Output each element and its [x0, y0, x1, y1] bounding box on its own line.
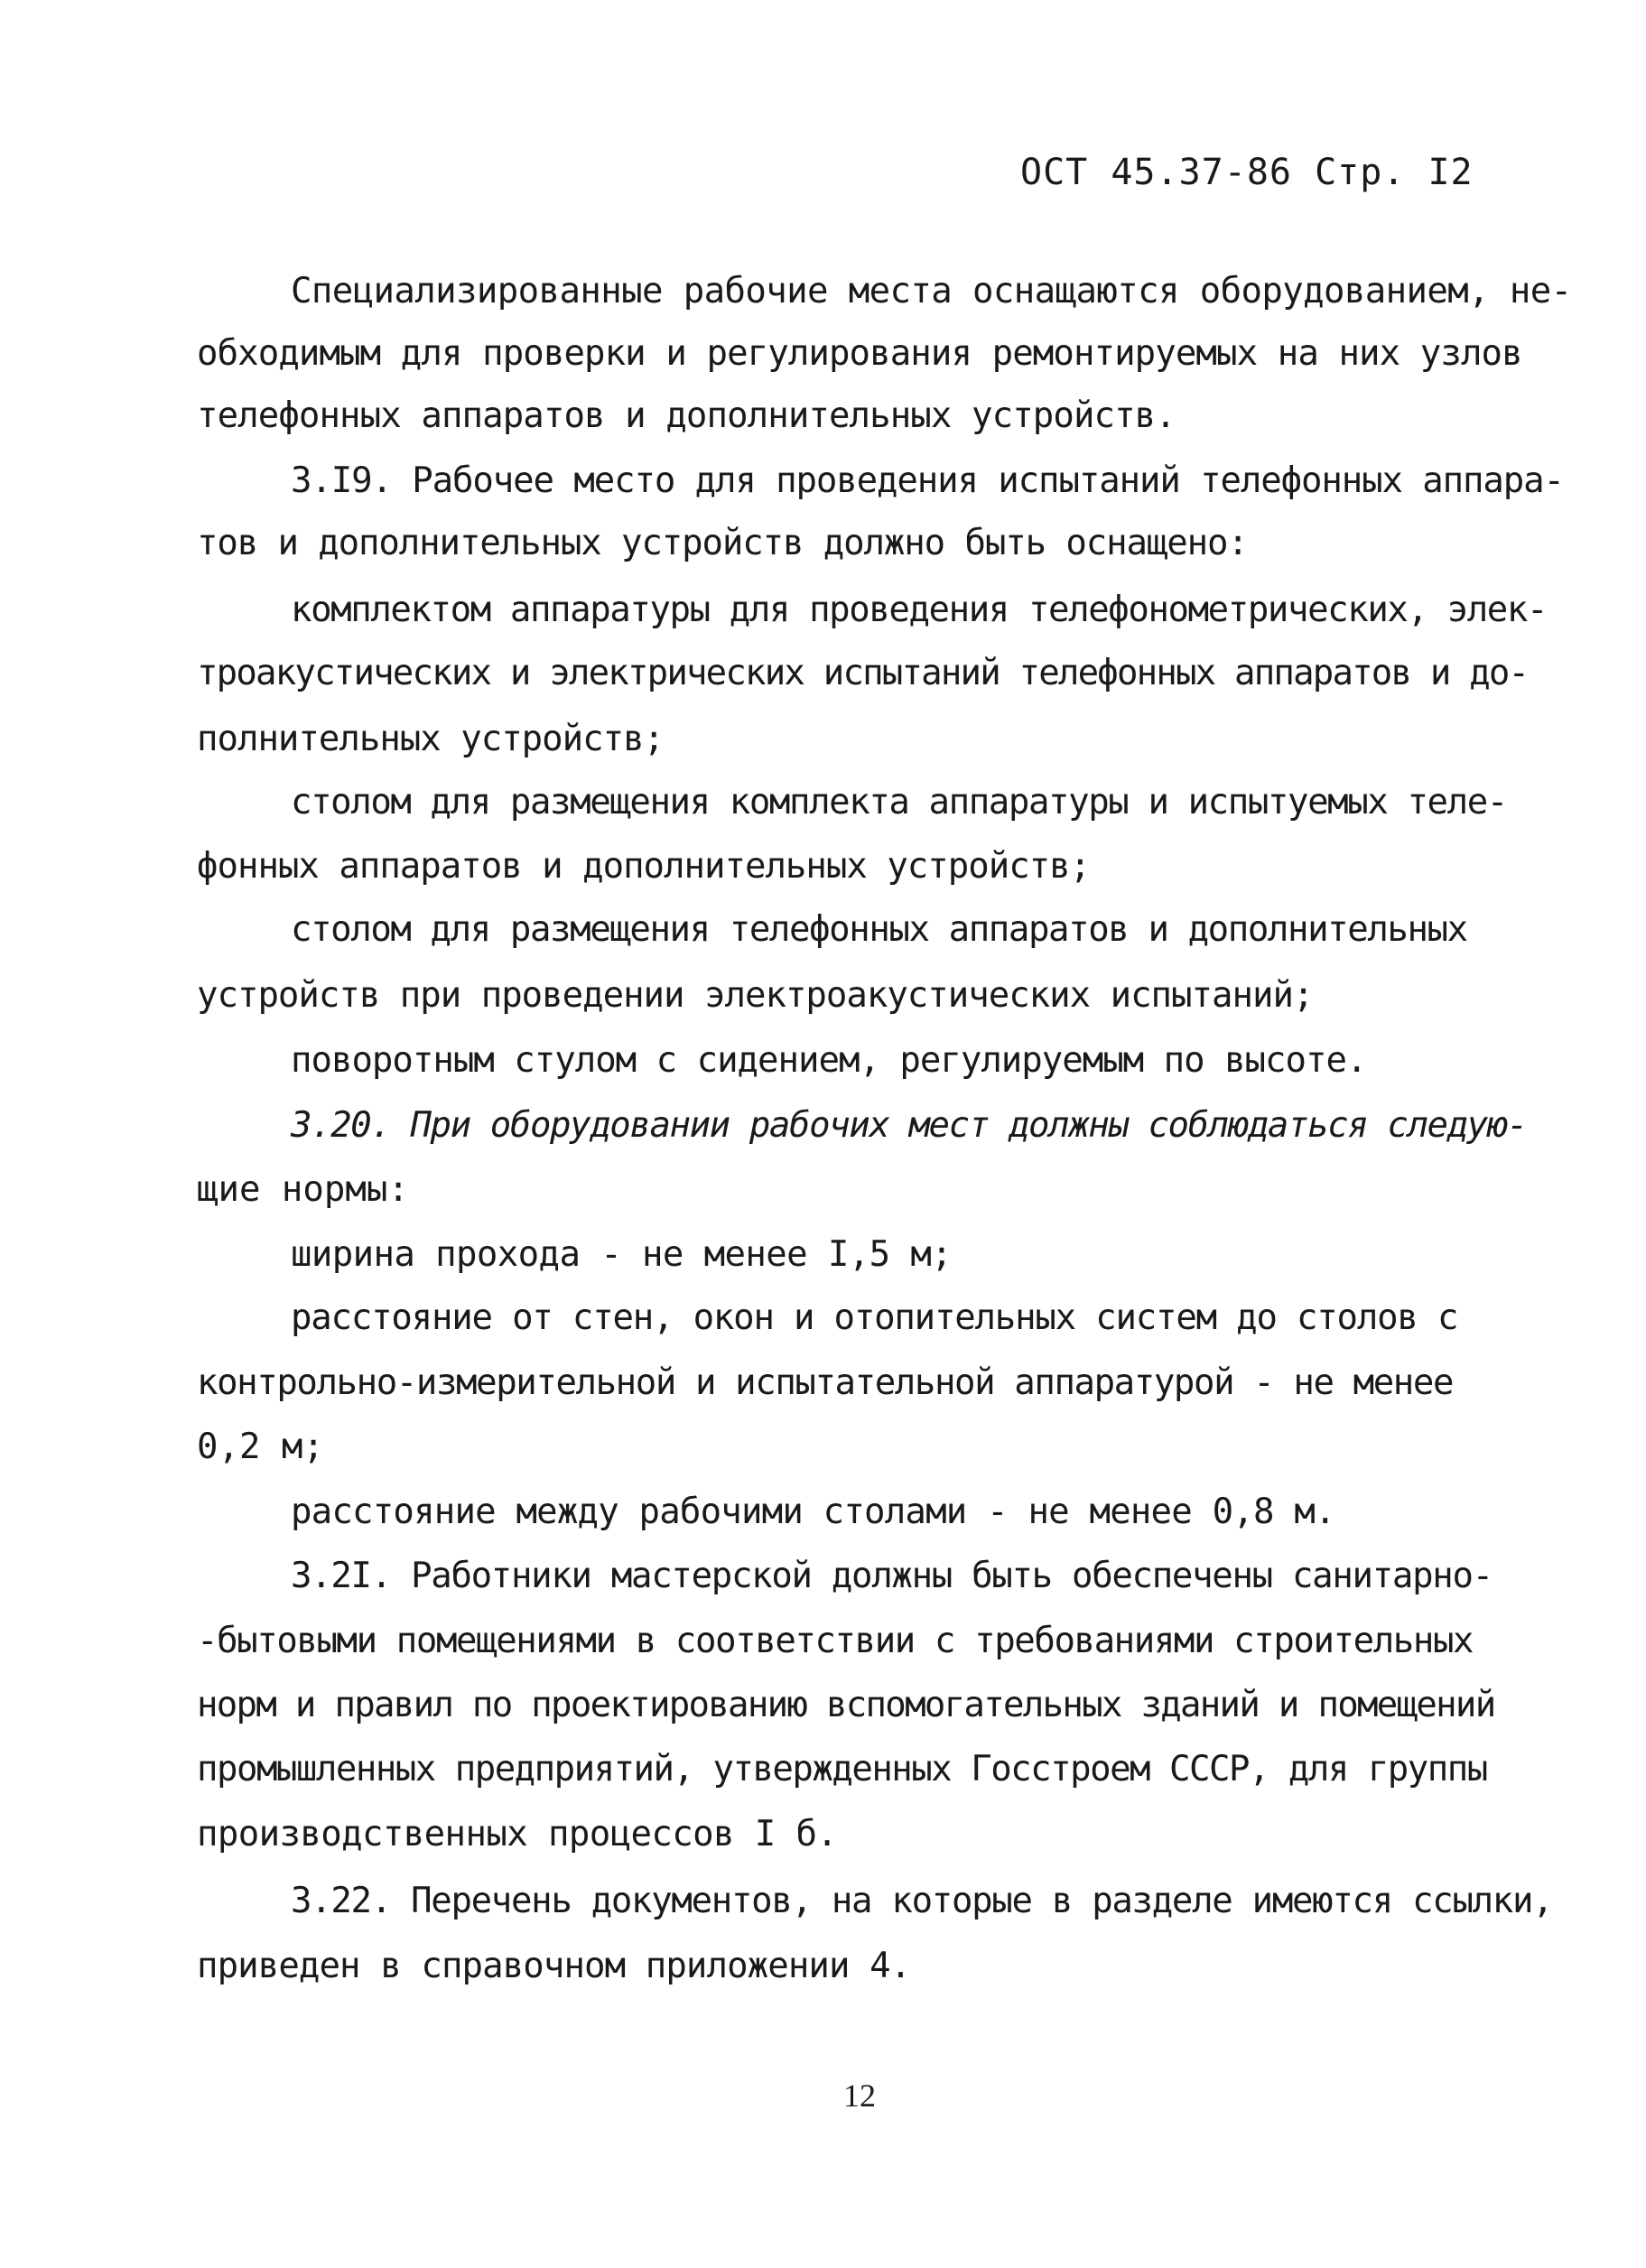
text-line: Специализированные рабочие места оснащаются оборудованием, не-: [291, 271, 1572, 311]
text-line: поворотным стулом с сидением, регулируемым по высоте.: [291, 1040, 1367, 1081]
text-line: приведен в справочном приложении 4.: [197, 1946, 911, 1986]
text-line: столом для размещения телефонных аппаратов и дополнительных: [291, 909, 1467, 950]
page-number: 12: [843, 2077, 876, 2114]
text-line: 3.I9. Рабочее место для проведения испытаний телефонных аппара-: [291, 460, 1564, 501]
text-line: комплектом аппаратуры для проведения телефонометрических, элек-: [291, 590, 1548, 630]
text-line: 3.22. Перечень документов, на которые в разделе имеются ссылки,: [291, 1881, 1553, 1921]
text-line: 0,2 м;: [197, 1427, 324, 1467]
text-line: устройств при проведении электроакустических испытаний;: [197, 975, 1314, 1016]
text-line: 3.2I. Работники мастерской должны быть обеспечены санитарно-: [291, 1556, 1493, 1596]
text-line: промышленных предприятий, утвержденных Госстроем СССР, для группы: [197, 1749, 1487, 1789]
text-line: тов и дополнительных устройств должно быть оснащено:: [197, 523, 1248, 563]
text-line: обходимым для проверки и регулирования ремонтируемых на них узлов: [197, 333, 1522, 374]
text-line: расстояние от стен, окон и отопительных систем до столов с: [291, 1297, 1458, 1338]
text-line: -бытовыми помещениями в соответствии с требованиями строительных: [197, 1621, 1474, 1661]
text-line: ширина прохода - не менее I,5 м;: [291, 1234, 953, 1275]
text-line: троакустических и электрических испытаний телефонных аппаратов и до-: [197, 653, 1529, 693]
text-line: расстояние между рабочими столами - не менее 0,8 м.: [291, 1492, 1335, 1532]
text-line: полнительных устройств;: [197, 719, 665, 759]
text-line: телефонных аппаратов и дополнительных устройств.: [197, 395, 1176, 436]
text-line: контрольно-измерительной и испытательной аппаратурой - не менее: [197, 1362, 1454, 1403]
text-line: норм и правил по проектированию вспомогательных зданий и помещений: [197, 1685, 1495, 1725]
text-line: фонных аппаратов и дополнительных устройств;: [197, 846, 1091, 887]
text-line: столом для размещения комплекта аппаратуры и испытуемых теле-: [291, 782, 1507, 823]
text-line: 3.20. При оборудовании рабочих мест должны соблюдаться следую-: [291, 1105, 1527, 1146]
text-line: щие нормы:: [197, 1169, 409, 1210]
page-header: ОСТ 45.37-86 Стр. I2: [1020, 152, 1474, 193]
text-line: производственных процессов I б.: [197, 1814, 838, 1854]
